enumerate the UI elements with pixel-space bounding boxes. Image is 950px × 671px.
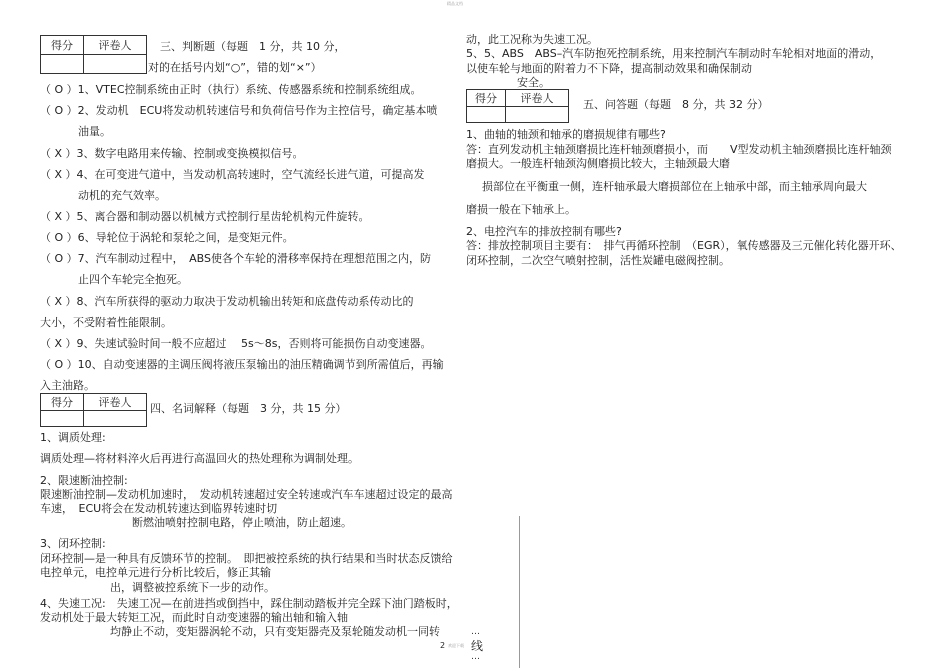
page-footer-tiny: 欢迎下载 bbox=[448, 643, 464, 648]
sec3-subtitle: 对的在括号内划“○”，错的划“×”） bbox=[148, 61, 322, 74]
sec4-q5-line3: 安全。 bbox=[517, 76, 550, 89]
sec3-item-9: （ X ）9、失速试验时间一般不应超过 5s～8s，否则将可能损伤自动变速器。 bbox=[40, 337, 432, 350]
sec4-q5-line1: 5、5、ABS ABS–汽车防抱死控制系统，用来控制汽车制动时车轮相对地面的滑动， bbox=[466, 47, 882, 60]
sec4-a3-line2: 电控单元，电控单元进行分析比较后，修正其输 bbox=[40, 566, 271, 579]
sec5-title: 五、问答题（每题 8 分，共 32 分） bbox=[583, 98, 769, 111]
sec5-a1-line3: 损部位在平衡重一侧，连杆轴承最大磨损部位在上轴承中部，而主轴承周向最大 bbox=[482, 180, 867, 193]
sec5-a1-line2: 磨损大。一般连杆轴颈沟侧磨损比较大，主轴颈最大磨 bbox=[466, 157, 730, 170]
score-label: 得分 bbox=[41, 394, 84, 411]
header-tiny-text: 精品文档 bbox=[447, 1, 463, 6]
sec4-a1: 调质处理—将材料淬火后再进行高温回火的热处理称为调制处理。 bbox=[40, 452, 359, 465]
sec4-a2-line3: 断燃油喷射控制电路，停止喷油，防止超速。 bbox=[132, 516, 352, 529]
sec3-item-10: （ O ）10、自动变速器的主调压阀将液压泵输出的油压精确调节到所需值后，再输 bbox=[40, 358, 444, 371]
sec3-item-1: （ O ）1、VTEC控制系统由正时（执行）系统、传感器系统和控制系统组成。 bbox=[40, 83, 422, 96]
sec5-q1: 1、曲轴的轴颈和轴承的磨损规律有哪些? bbox=[466, 128, 666, 141]
score-cell bbox=[467, 107, 506, 123]
binding-label: 线 bbox=[471, 639, 484, 653]
sec3-item-3: （ X ）3、数字电路用来传输、控制或变换模拟信号。 bbox=[40, 147, 304, 160]
sec4-q2: 2、限速断油控制: bbox=[40, 474, 128, 487]
grader-label: 评卷人 bbox=[506, 90, 569, 107]
sec4-q1: 1、调质处理: bbox=[40, 431, 106, 444]
sec3-item-10-cont: 入主油路。 bbox=[40, 379, 95, 392]
sec4-q5-line2: 以使车轮与地面的附着力不下降，提高制动效果和确保制动 bbox=[466, 62, 752, 75]
sec5-a1-line1: 答：直列发动机主轴颈磨损比连杆轴颈磨损小，而 V型发动机主轴颈磨损比连杆轴颈 bbox=[466, 143, 892, 156]
sec5-a2-line1: 答：排放控制项目主要有： 排气再循环控制 （EGR），氧传感器及三元催化转化器开环、 bbox=[466, 239, 902, 252]
sec5-q2: 2、电控汽车的排放控制有哪些? bbox=[466, 225, 622, 238]
sec3-item-4: （ X ）4、在可变进气道中，当发动机高转速时，空气流经长进气道，可提高发 bbox=[40, 168, 425, 181]
grader-label: 评卷人 bbox=[84, 394, 147, 411]
sec4-q4: 4、失速工况: 失速工况—在前进挡或倒挡中，踩住制动踏板并完全踩下油门踏板时， bbox=[40, 597, 458, 610]
score-cell bbox=[41, 55, 84, 74]
grader-cell bbox=[84, 55, 147, 74]
score-box-sec3 bbox=[40, 35, 147, 74]
sec5-a1-line4: 磨损一般在下轴承上。 bbox=[466, 203, 576, 216]
sec4-a3-line1: 闭环控制—是一种具有反馈环节的控制。 即把被控系统的执行结果和当时状态反馈给 bbox=[40, 552, 453, 565]
sec3-item-5: （ X ）5、离合器和制动器以机械方式控制行星齿轮机构元件旋转。 bbox=[40, 210, 370, 223]
sec4-title: 四、名词解释（每题 3 分，共 15 分） bbox=[150, 402, 347, 415]
sec4-a4-line1: 发动机处于最大转矩工况，而此时自动变速器的输出轴和输入轴 bbox=[40, 611, 348, 624]
page-number: 2 bbox=[440, 641, 446, 650]
grader-cell bbox=[84, 411, 147, 427]
sec3-item-7: （ O ）7、汽车制动过程中， ABS使各个车轮的滑移率保持在理想范围之内，防 bbox=[40, 252, 432, 265]
score-box-sec4 bbox=[40, 393, 147, 427]
sec3-item-2-cont: 油量。 bbox=[78, 125, 111, 138]
binding-dots-bottom: … bbox=[471, 652, 480, 662]
grader-cell bbox=[506, 107, 569, 123]
score-cell bbox=[41, 411, 84, 427]
binding-line bbox=[519, 516, 520, 668]
sec3-item-6: （ O ）6、导轮位于涡轮和泵轮之间，是变矩元件。 bbox=[40, 231, 294, 244]
sec4-a4-cont: 动，此工况称为失速工况。 bbox=[466, 33, 598, 46]
sec3-item-7-cont: 止四个车轮完全抱死。 bbox=[78, 273, 188, 286]
sec3-item-8-cont: 大小，不受附着性能限制。 bbox=[40, 316, 172, 329]
sec3-item-2: （ O ）2、发动机 ECU将发动机转速信号和负荷信号作为主控信号，确定基本喷 bbox=[40, 104, 438, 117]
grader-label: 评卷人 bbox=[84, 36, 147, 55]
score-label: 得分 bbox=[467, 90, 506, 107]
score-box-sec5 bbox=[466, 89, 569, 123]
sec3-item-8: （ X ）8、汽车所获得的驱动力取决于发动机输出转矩和底盘传动系传动比的 bbox=[40, 295, 414, 308]
sec5-a2-line2: 闭环控制，二次空气喷射控制，活性炭罐电磁阀控制。 bbox=[466, 254, 730, 267]
sec4-a4-line2: 均静止不动，变矩器涡轮不动，只有变矩器壳及泵轮随发动机一同转 bbox=[110, 625, 440, 638]
sec4-a2-line1: 限速断油控制—发动机加速时， 发动机转速超过安全转速或汽车车速超过设定的最高 bbox=[40, 488, 453, 501]
sec4-q3: 3、闭环控制: bbox=[40, 537, 106, 550]
sec3-item-4-cont: 动机的充气效率。 bbox=[78, 189, 166, 202]
sec4-a2-line2: 车速， ECU将会在发动机转速达到临界转速时切 bbox=[40, 502, 278, 515]
score-label: 得分 bbox=[41, 36, 84, 55]
sec4-a3-line3: 出，调整被控系统下一步的动作。 bbox=[110, 581, 275, 594]
sec3-title: 三、判断题（每题 1 分，共 10 分， bbox=[160, 40, 346, 53]
binding-dots-top: … bbox=[471, 627, 480, 637]
